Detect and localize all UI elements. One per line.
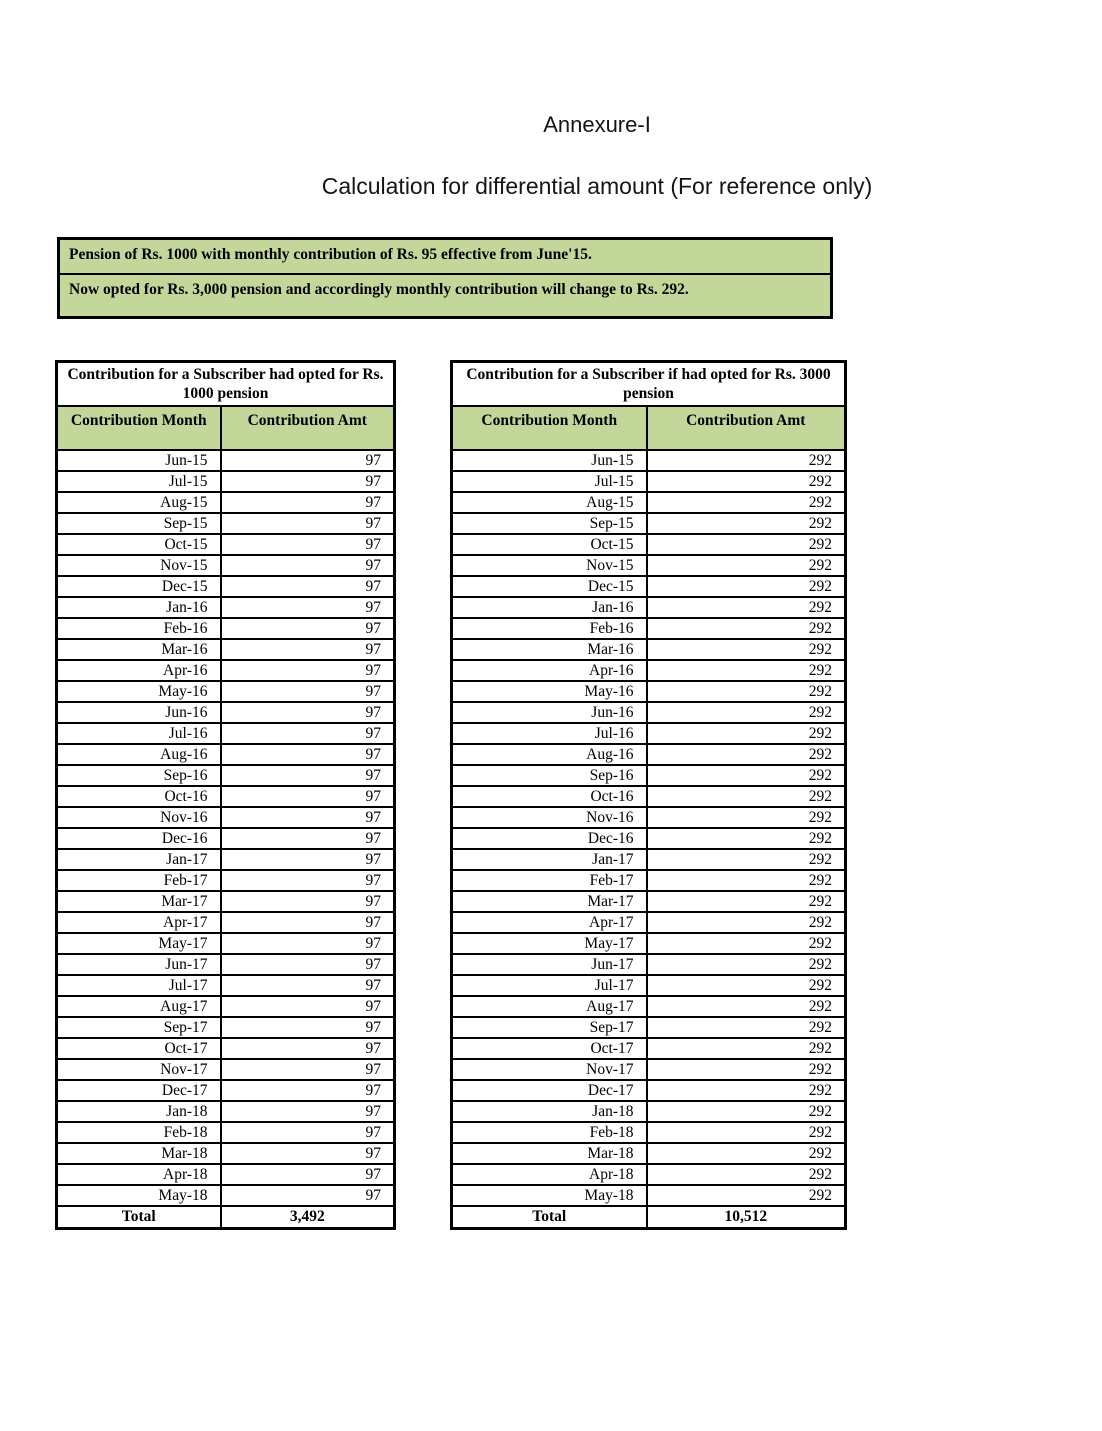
amount-cell: 292	[647, 1185, 846, 1206]
amount-cell: 292	[647, 1143, 846, 1164]
table-row	[57, 450, 395, 471]
amount-cell: 97	[221, 891, 395, 912]
amount-cell: 292	[647, 828, 846, 849]
amount-cell: 292	[647, 996, 846, 1017]
table-row	[57, 1080, 395, 1101]
month-cell: Jan-17	[452, 849, 647, 870]
table-row	[452, 786, 846, 807]
page-subtitle: Calculation for differential amount (For reference only)	[321, 173, 873, 199]
amount-cell: 97	[221, 1164, 395, 1185]
table-row	[452, 534, 846, 555]
table-title: Contribution for a Subscriber had opted for Rs. 1000 pension	[57, 362, 395, 406]
month-cell: Aug-17	[57, 996, 221, 1017]
total-label: Total	[57, 1206, 221, 1229]
amount-cell: 97	[221, 681, 395, 702]
amount-cell: 97	[221, 450, 395, 471]
table-row	[57, 492, 395, 513]
month-cell: Mar-18	[452, 1143, 647, 1164]
table-row	[452, 1059, 846, 1080]
month-cell: Jul-15	[452, 471, 647, 492]
table-row	[57, 849, 395, 870]
table-row	[57, 1122, 395, 1143]
amount-cell: 292	[647, 1038, 846, 1059]
amount-cell: 292	[647, 618, 846, 639]
month-cell: Jan-18	[57, 1101, 221, 1122]
amount-cell: 292	[647, 723, 846, 744]
table-row	[57, 744, 395, 765]
table-title-row	[57, 362, 395, 406]
amount-cell: 292	[647, 534, 846, 555]
month-cell: Nov-17	[452, 1059, 647, 1080]
table-row	[452, 1080, 846, 1101]
column-header-month: Contribution Month	[57, 406, 221, 450]
month-cell: Mar-16	[57, 639, 221, 660]
amount-cell: 97	[221, 870, 395, 891]
table-row	[57, 555, 395, 576]
amount-cell: 292	[647, 1080, 846, 1101]
month-cell: Aug-17	[452, 996, 647, 1017]
amount-cell: 292	[647, 513, 846, 534]
month-cell: Mar-16	[452, 639, 647, 660]
amount-cell: 97	[221, 1080, 395, 1101]
amount-cell: 97	[221, 1017, 395, 1038]
column-header-amount: Contribution Amt	[647, 406, 846, 450]
table-row	[57, 912, 395, 933]
table-row	[452, 723, 846, 744]
month-cell: Oct-16	[452, 786, 647, 807]
month-cell: Jan-16	[57, 597, 221, 618]
amount-cell: 97	[221, 765, 395, 786]
amount-cell: 292	[647, 891, 846, 912]
table-row	[57, 660, 395, 681]
amount-cell: 97	[221, 828, 395, 849]
table-row	[452, 1122, 846, 1143]
total-row	[452, 1206, 846, 1229]
month-cell: Dec-17	[452, 1080, 647, 1101]
month-cell: Nov-16	[57, 807, 221, 828]
amount-cell: 97	[221, 597, 395, 618]
month-cell: Jul-17	[452, 975, 647, 996]
amount-cell: 97	[221, 1143, 395, 1164]
amount-cell: 292	[647, 702, 846, 723]
table-row	[452, 1101, 846, 1122]
amount-cell: 292	[647, 1101, 846, 1122]
table-row	[452, 555, 846, 576]
amount-cell: 292	[647, 681, 846, 702]
month-cell: Aug-16	[452, 744, 647, 765]
month-cell: Nov-16	[452, 807, 647, 828]
month-cell: Jun-15	[452, 450, 647, 471]
month-cell: May-17	[57, 933, 221, 954]
amount-cell: 292	[647, 639, 846, 660]
amount-cell: 97	[221, 1122, 395, 1143]
month-cell: Sep-15	[452, 513, 647, 534]
amount-cell: 97	[221, 1185, 395, 1206]
banner-line-1: Pension of Rs. 1000 with monthly contribution of Rs. 95 effective from June'15.	[60, 240, 830, 275]
amount-cell: 292	[647, 492, 846, 513]
table-row	[452, 975, 846, 996]
month-cell: Jun-16	[57, 702, 221, 723]
month-cell: Nov-17	[57, 1059, 221, 1080]
month-cell: Mar-17	[452, 891, 647, 912]
month-cell: Jan-18	[452, 1101, 647, 1122]
month-cell: Apr-16	[452, 660, 647, 681]
table-row	[57, 723, 395, 744]
month-cell: Dec-16	[57, 828, 221, 849]
table-row	[452, 597, 846, 618]
table-row	[452, 891, 846, 912]
table-row	[57, 996, 395, 1017]
month-cell: Nov-15	[452, 555, 647, 576]
amount-cell: 97	[221, 1101, 395, 1122]
table-rs3000-contributions	[450, 360, 847, 1230]
table-header-row	[57, 406, 395, 450]
amount-cell: 97	[221, 492, 395, 513]
table-header-row	[452, 406, 846, 450]
table-row	[57, 702, 395, 723]
banner-line-2: Now opted for Rs. 3,000 pension and accordingly monthly contribution will change to Rs. 292.	[69, 281, 689, 298]
month-cell: Dec-16	[452, 828, 647, 849]
month-cell: May-16	[452, 681, 647, 702]
table-row	[452, 681, 846, 702]
total-label: Total	[452, 1206, 647, 1229]
table-row	[452, 471, 846, 492]
month-cell: May-18	[452, 1185, 647, 1206]
amount-cell: 97	[221, 912, 395, 933]
month-cell: May-18	[57, 1185, 221, 1206]
table-row	[452, 870, 846, 891]
amount-cell: 292	[647, 954, 846, 975]
table-row	[452, 807, 846, 828]
amount-cell: 97	[221, 933, 395, 954]
month-cell: Feb-17	[57, 870, 221, 891]
table-row	[57, 618, 395, 639]
amount-cell: 292	[647, 870, 846, 891]
amount-cell: 292	[647, 597, 846, 618]
table-rs1000-contributions	[55, 360, 396, 1230]
table-row	[57, 870, 395, 891]
amount-cell: 97	[221, 996, 395, 1017]
month-cell: Oct-15	[452, 534, 647, 555]
total-value: 3,492	[221, 1206, 395, 1229]
table-row	[57, 933, 395, 954]
table-row	[452, 660, 846, 681]
amount-cell: 97	[221, 954, 395, 975]
table-row	[452, 513, 846, 534]
month-cell: May-16	[57, 681, 221, 702]
table-row	[452, 1164, 846, 1185]
month-cell: Apr-17	[452, 912, 647, 933]
table-row	[452, 450, 846, 471]
amount-cell: 97	[221, 660, 395, 681]
amount-cell: 97	[221, 534, 395, 555]
amount-cell: 97	[221, 471, 395, 492]
table-row	[57, 786, 395, 807]
amount-cell: 97	[221, 786, 395, 807]
table-row	[57, 1185, 395, 1206]
amount-cell: 292	[647, 933, 846, 954]
month-cell: Feb-16	[57, 618, 221, 639]
amount-cell: 97	[221, 1038, 395, 1059]
table-row	[57, 1101, 395, 1122]
month-cell: Oct-17	[57, 1038, 221, 1059]
total-value: 10,512	[647, 1206, 846, 1229]
month-cell: Feb-16	[452, 618, 647, 639]
table-row	[452, 639, 846, 660]
amount-cell: 97	[221, 702, 395, 723]
amount-cell: 292	[647, 450, 846, 471]
table-row	[57, 534, 395, 555]
month-cell: Dec-15	[57, 576, 221, 597]
table-row	[452, 1038, 846, 1059]
month-cell: Nov-15	[57, 555, 221, 576]
month-cell: Oct-15	[57, 534, 221, 555]
amount-cell: 97	[221, 513, 395, 534]
month-cell: Aug-16	[57, 744, 221, 765]
month-cell: May-17	[452, 933, 647, 954]
amount-cell: 97	[221, 975, 395, 996]
month-cell: Apr-17	[57, 912, 221, 933]
table-row	[452, 576, 846, 597]
table-row	[57, 639, 395, 660]
table-row	[452, 954, 846, 975]
amount-cell: 292	[647, 912, 846, 933]
month-cell: Apr-18	[452, 1164, 647, 1185]
month-cell: Feb-18	[57, 1122, 221, 1143]
table-row	[57, 975, 395, 996]
table-row	[57, 1059, 395, 1080]
table-row	[57, 954, 395, 975]
amount-cell: 292	[647, 786, 846, 807]
table-row	[57, 1143, 395, 1164]
month-cell: Sep-15	[57, 513, 221, 534]
amount-cell: 292	[647, 1122, 846, 1143]
table-row	[57, 765, 395, 786]
amount-cell: 97	[221, 639, 395, 660]
month-cell: Jul-16	[57, 723, 221, 744]
table-row	[452, 996, 846, 1017]
month-cell: Dec-17	[57, 1080, 221, 1101]
table-row	[57, 828, 395, 849]
month-cell: Aug-15	[452, 492, 647, 513]
amount-cell: 97	[221, 555, 395, 576]
amount-cell: 97	[221, 618, 395, 639]
table-row	[57, 576, 395, 597]
table-row	[452, 492, 846, 513]
month-cell: Jul-15	[57, 471, 221, 492]
table-row	[452, 1185, 846, 1206]
table-row	[452, 744, 846, 765]
month-cell: Sep-17	[452, 1017, 647, 1038]
page-title: Annexure-I	[543, 112, 651, 137]
table-row	[57, 471, 395, 492]
table-row	[452, 933, 846, 954]
table-row	[57, 681, 395, 702]
month-cell: Mar-17	[57, 891, 221, 912]
month-cell: Jul-16	[452, 723, 647, 744]
table-row	[452, 1143, 846, 1164]
table-title-row	[452, 362, 846, 406]
month-cell: Jun-16	[452, 702, 647, 723]
table-row	[452, 702, 846, 723]
amount-cell: 97	[221, 807, 395, 828]
table-row	[57, 1038, 395, 1059]
month-cell: Oct-16	[57, 786, 221, 807]
amount-cell: 292	[647, 975, 846, 996]
amount-cell: 292	[647, 1017, 846, 1038]
month-cell: Aug-15	[57, 492, 221, 513]
table-row	[452, 849, 846, 870]
amount-cell: 292	[647, 1164, 846, 1185]
month-cell: Mar-18	[57, 1143, 221, 1164]
amount-cell: 97	[221, 576, 395, 597]
table-row	[57, 513, 395, 534]
table-row	[452, 765, 846, 786]
amount-cell: 292	[647, 660, 846, 681]
month-cell: Jun-15	[57, 450, 221, 471]
table-row	[57, 1017, 395, 1038]
month-cell: Sep-17	[57, 1017, 221, 1038]
month-cell: Jan-16	[452, 597, 647, 618]
amount-cell: 292	[647, 1059, 846, 1080]
table-row	[452, 828, 846, 849]
month-cell: Jul-17	[57, 975, 221, 996]
amount-cell: 292	[647, 849, 846, 870]
amount-cell: 97	[221, 1059, 395, 1080]
amount-cell: 292	[647, 807, 846, 828]
amount-cell: 292	[647, 765, 846, 786]
amount-cell: 97	[221, 723, 395, 744]
month-cell: Feb-17	[452, 870, 647, 891]
month-cell: Apr-18	[57, 1164, 221, 1185]
month-cell: Jun-17	[452, 954, 647, 975]
month-cell: Dec-15	[452, 576, 647, 597]
column-header-amount: Contribution Amt	[221, 406, 395, 450]
amount-cell: 292	[647, 744, 846, 765]
table-row	[57, 1164, 395, 1185]
month-cell: Apr-16	[57, 660, 221, 681]
month-cell: Oct-17	[452, 1038, 647, 1059]
table-row	[452, 912, 846, 933]
table-row	[452, 618, 846, 639]
amount-cell: 97	[221, 849, 395, 870]
amount-cell: 292	[647, 576, 846, 597]
column-header-month: Contribution Month	[452, 406, 647, 450]
table-row	[57, 891, 395, 912]
month-cell: Jun-17	[57, 954, 221, 975]
table-row	[57, 807, 395, 828]
table-title: Contribution for a Subscriber if had opted for Rs. 3000 pension	[452, 362, 846, 406]
info-banner	[57, 237, 833, 319]
amount-cell: 97	[221, 744, 395, 765]
total-row	[57, 1206, 395, 1229]
table-row	[57, 597, 395, 618]
month-cell: Jan-17	[57, 849, 221, 870]
month-cell: Sep-16	[452, 765, 647, 786]
month-cell: Feb-18	[452, 1122, 647, 1143]
month-cell: Sep-16	[57, 765, 221, 786]
amount-cell: 292	[647, 555, 846, 576]
table-row	[452, 1017, 846, 1038]
amount-cell: 292	[647, 471, 846, 492]
